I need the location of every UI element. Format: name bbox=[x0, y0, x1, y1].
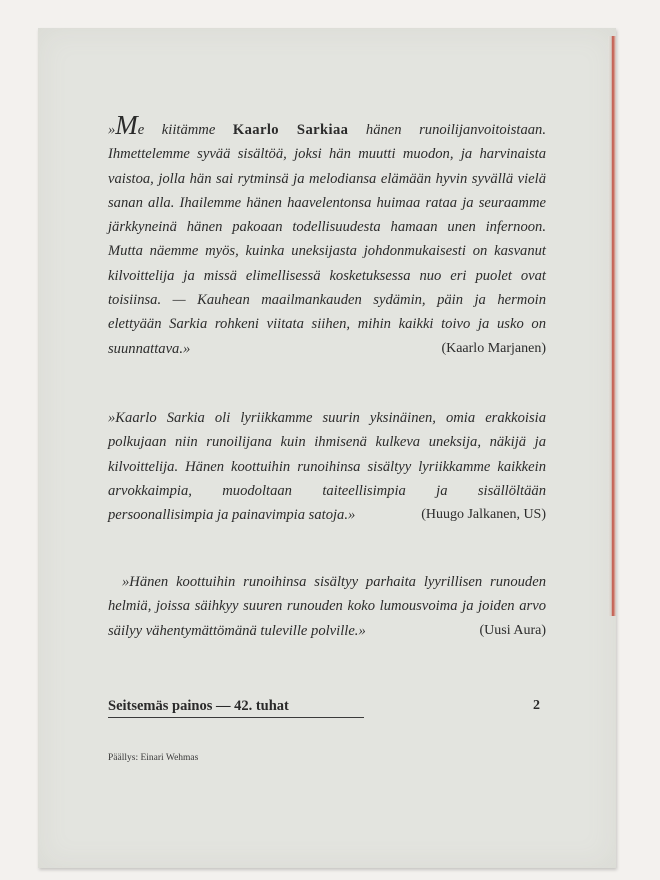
quote-body-text: »Kaarlo Sarkia oli lyriikkamme suurin yksinäinen, omia erakkoisia polkujaan niin runoilijana kuin ihmisenä kulkeva uneksija, näkijä ja kilvoittelija. Hänen koottuihin runoihinsa sisältyy lyriikkamme kaikkein arvokkaimpia, muodoltaan taiteellisimpia ja sisällöltään persoonallisimpia ja painavimpia satoja.» bbox=[108, 410, 546, 524]
edition-underline bbox=[108, 717, 364, 718]
review-quote-marjanen bbox=[108, 110, 546, 361]
page-number: 2 bbox=[533, 698, 540, 713]
quote-lead-text: e kiitämme bbox=[137, 122, 233, 138]
quote-body-text: hänen runoilijanvoitoistaan. Ihmettelemme syvää sisältöä, joksi hän muutti muodon, ja harvinaista vaistoa, jolla hän sai rytminsä ja melodiansa elämään hyvin syvällä vielä sanan alla. Ihailemme hänen haavelentonsa huimaa rataa ja seuraamme järkkyneinä hänen pakoaan todellisuudesta hamaan unen infernoon. Mutta näemme myös, kuinka uneksijasta johdonmukaisesti on kasvanut kilvoittelija ja missä elimellisessä kosketuksessa nuo eri puolet ovat toisiinsa. — Kauhean maailmankauden sydämin, päin ja hermoin elettyään Sarkia rohkeni viitata siihen, mihin kaikki toivo ja usko on suunnattava.» bbox=[108, 122, 546, 357]
review-quote-text bbox=[108, 110, 546, 361]
quote-body-text: »Hänen koottuihin runoihinsa sisältyy parhaita lyyrillisen runouden helmiä, joissa säihkyy suuren runouden koko lumousvoima ja joiden arvo säilyy vähentymättömänä tuleville polville.» bbox=[108, 574, 546, 639]
author-name: Kaarlo Sarkiaa bbox=[232, 122, 349, 138]
cover-designer-credit: Päällys: Einari Wehmas bbox=[108, 753, 199, 763]
quote-source: (Kaarlo Marjanen) bbox=[441, 340, 546, 356]
drop-initial: M bbox=[115, 110, 138, 140]
quote-source: (Huugo Jalkanen, US) bbox=[421, 507, 546, 523]
quote-source: (Uusi Aura) bbox=[479, 622, 546, 638]
quote-open-mark: » bbox=[108, 122, 116, 138]
cover-edge-wear bbox=[608, 36, 616, 616]
review-quote-text bbox=[108, 570, 546, 643]
review-quote-uusi-aura bbox=[108, 570, 546, 643]
review-quote-jalkanen bbox=[108, 406, 546, 527]
edition-info: Seitsemäs painos — 42. tuhat bbox=[108, 698, 289, 714]
review-quote-text bbox=[108, 406, 546, 527]
